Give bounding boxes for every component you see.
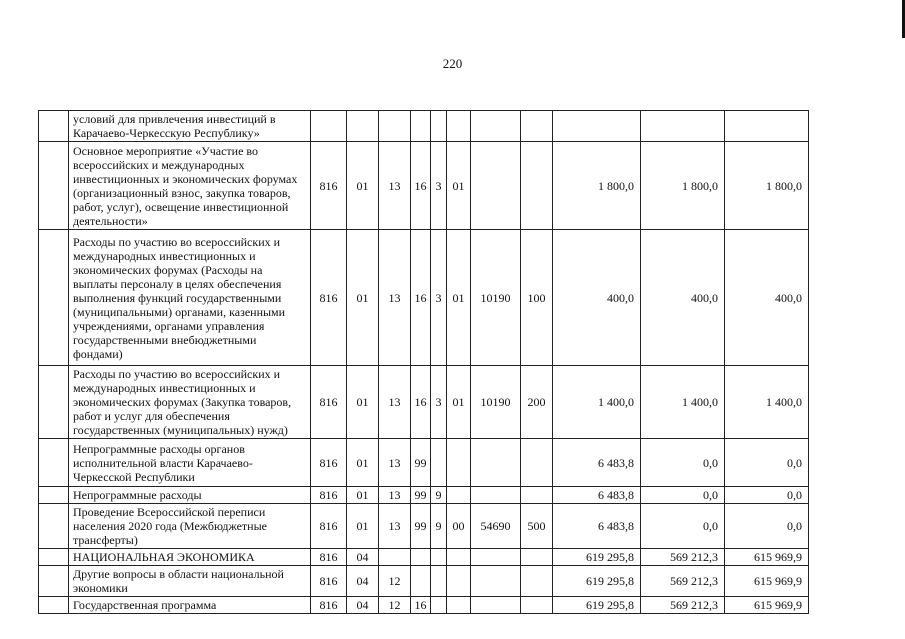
target-article-part1-cell <box>411 111 431 142</box>
target-article-part1-cell: 16 <box>411 597 431 614</box>
subsection-code-cell: 13 <box>379 142 411 230</box>
target-article-part2-cell: 9 <box>431 504 447 549</box>
sum-year3-cell: 0,0 <box>725 487 809 504</box>
sum-year2-cell: 0,0 <box>641 439 725 487</box>
ved-code-cell: 816 <box>311 487 347 504</box>
table-row <box>39 366 809 439</box>
section-code-cell: 01 <box>347 142 379 230</box>
row-index-cell <box>39 366 69 439</box>
expense-type-cell: 200 <box>521 366 553 439</box>
sum-year2-cell: 0,0 <box>641 487 725 504</box>
sum-year1-cell: 619 295,8 <box>553 566 641 597</box>
target-article-part4-cell <box>471 566 521 597</box>
table-row <box>39 439 809 487</box>
subsection-code-cell: 13 <box>379 366 411 439</box>
target-article-part4-cell <box>471 549 521 566</box>
sum-year2-cell <box>641 111 725 142</box>
subsection-code-cell <box>379 111 411 142</box>
target-article-part1-cell: 99 <box>411 504 431 549</box>
subsection-code-cell: 12 <box>379 566 411 597</box>
target-article-part4-cell: 54690 <box>471 504 521 549</box>
sum-year3-cell: 615 969,9 <box>725 549 809 566</box>
row-name-cell: Государственная программа <box>69 597 311 614</box>
subsection-code-cell: 13 <box>379 439 411 487</box>
target-article-part1-cell <box>411 549 431 566</box>
row-name-cell: Основное мероприятие «Участие во всероссийских и международных инвестиционных и экономических форумах (организационный взнос, закупка товаров, работ, услуг), освещение инвестиционной деятельности» <box>69 142 311 230</box>
target-article-part4-cell <box>471 111 521 142</box>
ved-code-cell: 816 <box>311 142 347 230</box>
target-article-part3-cell <box>447 597 471 614</box>
target-article-part3-cell: 01 <box>447 230 471 366</box>
target-article-part3-cell <box>447 566 471 597</box>
section-code-cell: 04 <box>347 566 379 597</box>
target-article-part2-cell <box>431 566 447 597</box>
row-index-cell <box>39 142 69 230</box>
expense-type-cell <box>521 487 553 504</box>
target-article-part2-cell: 9 <box>431 487 447 504</box>
target-article-part1-cell: 16 <box>411 366 431 439</box>
row-index-cell <box>39 230 69 366</box>
section-code-cell: 01 <box>347 366 379 439</box>
table-row <box>39 566 809 597</box>
budget-table <box>38 110 809 614</box>
row-name-cell: Непрограммные расходы <box>69 487 311 504</box>
section-code-cell: 01 <box>347 439 379 487</box>
row-name-cell: Другие вопросы в области национальной экономики <box>69 566 311 597</box>
expense-type-cell <box>521 142 553 230</box>
sum-year1-cell: 6 483,8 <box>553 439 641 487</box>
sum-year1-cell: 1 400,0 <box>553 366 641 439</box>
sum-year3-cell: 400,0 <box>725 230 809 366</box>
row-name-cell: Расходы по участию во всероссийских и международных инвестиционных и экономических форумах (Расходы на выплаты персоналу в целях обеспечения выполнения функций государственными (муниципальными) органами, казенными учреждениями, органами управления государственными внебюджетными фондами) <box>69 230 311 366</box>
target-article-part3-cell <box>447 487 471 504</box>
target-article-part2-cell <box>431 597 447 614</box>
target-article-part3-cell: 00 <box>447 504 471 549</box>
sum-year3-cell: 615 969,9 <box>725 597 809 614</box>
sum-year3-cell: 0,0 <box>725 439 809 487</box>
sum-year2-cell: 400,0 <box>641 230 725 366</box>
row-index-cell <box>39 111 69 142</box>
section-code-cell: 01 <box>347 230 379 366</box>
target-article-part2-cell: 3 <box>431 142 447 230</box>
target-article-part4-cell <box>471 142 521 230</box>
target-article-part2-cell: 3 <box>431 366 447 439</box>
sum-year2-cell: 1 800,0 <box>641 142 725 230</box>
target-article-part3-cell <box>447 439 471 487</box>
target-article-part4-cell: 10190 <box>471 230 521 366</box>
target-article-part1-cell: 16 <box>411 230 431 366</box>
expense-type-cell <box>521 439 553 487</box>
row-index-cell <box>39 439 69 487</box>
target-article-part2-cell <box>431 549 447 566</box>
sum-year1-cell: 6 483,8 <box>553 487 641 504</box>
row-name-cell: НАЦИОНАЛЬНАЯ ЭКОНОМИКА <box>69 549 311 566</box>
target-article-part1-cell <box>411 566 431 597</box>
target-article-part2-cell <box>431 439 447 487</box>
row-index-cell <box>39 566 69 597</box>
target-article-part4-cell <box>471 597 521 614</box>
expense-type-cell: 100 <box>521 230 553 366</box>
subsection-code-cell: 12 <box>379 597 411 614</box>
ved-code-cell: 816 <box>311 366 347 439</box>
row-name-cell: Проведение Всероссийской переписи населения 2020 года (Межбюджетные трансферты) <box>69 504 311 549</box>
sum-year2-cell: 569 212,3 <box>641 549 725 566</box>
row-name-cell: условий для привлечения инвестиций в Карачаево-Черкесскую Республику» <box>69 111 311 142</box>
ved-code-cell: 816 <box>311 549 347 566</box>
target-article-part2-cell <box>431 111 447 142</box>
target-article-part3-cell <box>447 549 471 566</box>
sum-year3-cell: 615 969,9 <box>725 566 809 597</box>
sum-year1-cell: 1 800,0 <box>553 142 641 230</box>
table-row <box>39 142 809 230</box>
sum-year1-cell: 6 483,8 <box>553 504 641 549</box>
sum-year2-cell: 0,0 <box>641 504 725 549</box>
table-row <box>39 111 809 142</box>
ved-code-cell: 816 <box>311 230 347 366</box>
expense-type-cell <box>521 549 553 566</box>
row-index-cell <box>39 487 69 504</box>
ved-code-cell: 816 <box>311 504 347 549</box>
ved-code-cell: 816 <box>311 566 347 597</box>
section-code-cell: 01 <box>347 504 379 549</box>
table-row <box>39 597 809 614</box>
subsection-code-cell: 13 <box>379 504 411 549</box>
target-article-part4-cell: 10190 <box>471 366 521 439</box>
target-article-part3-cell <box>447 111 471 142</box>
section-code-cell: 04 <box>347 597 379 614</box>
table-body <box>39 111 809 614</box>
expense-type-cell <box>521 566 553 597</box>
sum-year1-cell <box>553 111 641 142</box>
target-article-part1-cell: 99 <box>411 439 431 487</box>
target-article-part4-cell <box>471 439 521 487</box>
section-code-cell: 01 <box>347 487 379 504</box>
target-article-part1-cell: 99 <box>411 487 431 504</box>
subsection-code-cell: 13 <box>379 230 411 366</box>
target-article-part1-cell: 16 <box>411 142 431 230</box>
target-article-part2-cell: 3 <box>431 230 447 366</box>
sum-year1-cell: 619 295,8 <box>553 597 641 614</box>
page-number: 220 <box>442 56 463 71</box>
sum-year2-cell: 1 400,0 <box>641 366 725 439</box>
ved-code-cell <box>311 111 347 142</box>
table-row <box>39 549 809 566</box>
row-name-cell: Расходы по участию во всероссийских и международных инвестиционных и экономических форумах (Закупка товаров, работ и услуг для обеспечения государственных (муниципальных) нужд) <box>69 366 311 439</box>
row-index-cell <box>39 504 69 549</box>
sum-year1-cell: 619 295,8 <box>553 549 641 566</box>
sum-year3-cell <box>725 111 809 142</box>
target-article-part3-cell: 01 <box>447 142 471 230</box>
sum-year3-cell: 0,0 <box>725 504 809 549</box>
section-code-cell: 04 <box>347 549 379 566</box>
target-article-part4-cell <box>471 487 521 504</box>
row-name-cell: Непрограммные расходы органов исполнительной власти Карачаево-Черкесской Республики <box>69 439 311 487</box>
subsection-code-cell <box>379 549 411 566</box>
sum-year2-cell: 569 212,3 <box>641 597 725 614</box>
row-index-cell <box>39 597 69 614</box>
sum-year3-cell: 1 400,0 <box>725 366 809 439</box>
expense-type-cell: 500 <box>521 504 553 549</box>
sum-year3-cell: 1 800,0 <box>725 142 809 230</box>
table-row <box>39 487 809 504</box>
subsection-code-cell: 13 <box>379 487 411 504</box>
expense-type-cell <box>521 597 553 614</box>
expense-type-cell <box>521 111 553 142</box>
table-row <box>39 504 809 549</box>
table-row <box>39 230 809 366</box>
sum-year2-cell: 569 212,3 <box>641 566 725 597</box>
ved-code-cell: 816 <box>311 597 347 614</box>
target-article-part3-cell: 01 <box>447 366 471 439</box>
sum-year1-cell: 400,0 <box>553 230 641 366</box>
section-code-cell <box>347 111 379 142</box>
row-index-cell <box>39 549 69 566</box>
ved-code-cell: 816 <box>311 439 347 487</box>
